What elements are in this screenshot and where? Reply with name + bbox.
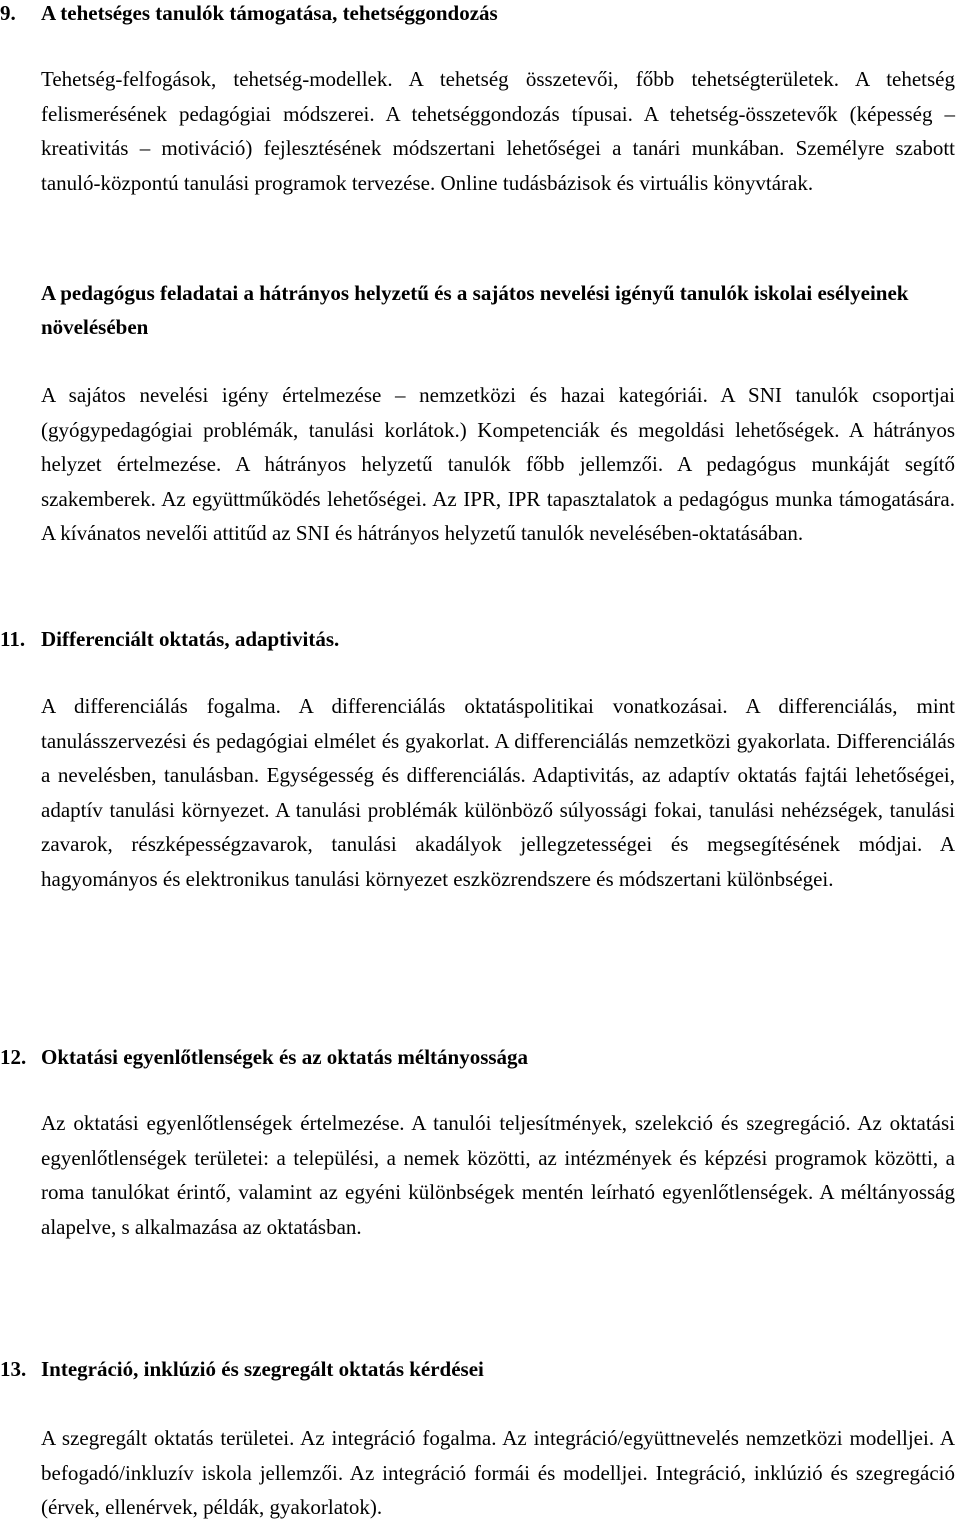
- section-body-11: A differenciálás fogalma. A differenciálás oktatáspolitikai vonatkozásai. A differenciálás, mint tanulásszervezési és pedagógiai elmélet és gyakorlat. A differenciálás nemzetközi gyakorlata. Differenciálás a nevelésben, tanulásban. Egységesség és differenciálás. Adaptivitás, az adaptív oktatás fajtái lehetőségei, adaptív tanulási környezet. A tanulási problémák különböző súlyossági fokai, tanulási nehézségek, tanulási zavarok, részképességzavarok, tanulási akadályok jellegzetességei és megsegítésének módjai. A hagyományos és elektronikus tanulási környezet eszközrendszere és módszertani különbségei.: [41, 694, 955, 891]
- section-title: Integráció, inklúzió és szegregált oktatás kérdései: [41, 1357, 484, 1381]
- section-number: 13.: [0, 1357, 27, 1381]
- section-body-13: A szegregált oktatás területei. Az integráció fogalma. Az integráció/együttnevelés nemzetközi modelljei. A befogadó/inkluzív iskola jellemzői. Az integráció formái és modelljei. Integráció, inklúzió és szegregáció (érvek, ellenérvek, példák, gyakorlatok).: [41, 1426, 955, 1520]
- section-heading-10: [0, 276, 925, 344]
- section-title: Oktatási egyenlőtlenségek és az oktatás méltányossága: [41, 1045, 529, 1069]
- section-body-10: A sajátos nevelési igény értelmezése – nemzetközi és hazai kategóriái. A SNI tanulók csoportjai (gyógypedagógiai problémák, tanulási korlátok.) Kompetenciák és megoldási lehetőségek. A hátrányos helyzet értelmezése. A hátrányos helyzetű tanulók főbb jellemzői. A pedagógus munkáját segítő szakemberek. Az együttműködés lehetőségei. Az IPR, IPR tapasztalatok a pedagógus munka támogatására. A kívánatos nevelői attitűd az SNI és hátrányos helyzetű tanulók nevelésében-oktatásában.: [41, 383, 955, 546]
- section-heading-11: [0, 625, 339, 653]
- section-heading-9: [0, 0, 498, 27]
- section-title: A tehetséges tanulók támogatása, tehetséggondozás: [41, 1, 498, 25]
- section-title: Differenciált oktatás, adaptivitás.: [41, 627, 340, 651]
- section-body-9: Tehetség-felfogások, tehetség-modellek. A tehetség összetevői, főbb tehetségterületek. A tehetség felismerésének pedagógiai módszerei. A tehetséggondozás típusai. A tehetség-összetevők (képesség – kreativitás – motiváció) fejlesztésének módszertani lehetőségei a tanári munkában. Személyre szabott tanuló-központú tanulási programok tervezése. Online tudásbázisok és virtuális könyvtárak.: [41, 67, 955, 195]
- section-number: 12.: [0, 1045, 27, 1069]
- section-number: 11.: [0, 627, 26, 651]
- section-body-12: Az oktatási egyenlőtlenségek értelmezése. A tanulói teljesítmények, szelekció és szegregáció. Az oktatási egyenlőtlenségek területei: a települési, a nemek közötti, az intézmények és képzési programok közötti, a roma tanulókat érintő, valamint az egyéni különbségek mentén leírható egyenlőtlenségek. A méltányosság alapelve, s alkalmazása az oktatásban.: [41, 1111, 955, 1239]
- section-heading-13: [0, 1355, 484, 1383]
- section-number: [0, 276, 41, 310]
- section-title: A pedagógus feladatai a hátrányos helyzetű és a sajátos nevelési igényű tanulók iskolai esélyeinek növelésében: [41, 281, 909, 339]
- section-heading-12: [0, 1043, 528, 1071]
- section-number: 9.: [0, 1, 16, 25]
